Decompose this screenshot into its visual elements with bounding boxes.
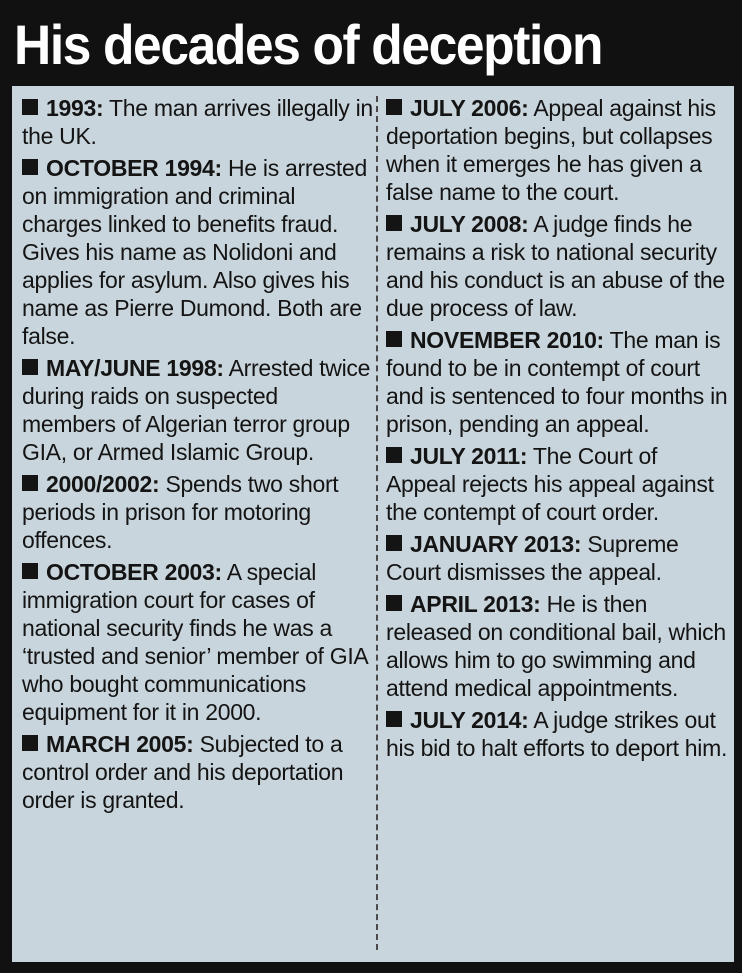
timeline-entry (386, 210, 730, 322)
square-bullet-icon (22, 563, 38, 579)
square-bullet-icon (22, 735, 38, 751)
square-bullet-icon (386, 331, 402, 347)
timeline-entry (22, 94, 374, 150)
square-bullet-icon (386, 595, 402, 611)
timeline-panel (12, 86, 734, 962)
entry-text: Supreme Court dismisses the appeal. (386, 531, 679, 585)
entry-text: Spends two short periods in prison for motoring offences. (22, 471, 339, 553)
entry-date: NOVEMBER 2010: (410, 327, 604, 353)
entry-date: APRIL 2013: (410, 591, 541, 617)
entry-date: OCTOBER 2003: (46, 559, 222, 585)
entry-date: MARCH 2005: (46, 731, 194, 757)
entry-text: A judge strikes out his bid to halt efforts to deport him. (386, 707, 728, 761)
timeline-entry (22, 470, 374, 554)
entry-text: Subjected to a control order and his deportation order is granted. (22, 731, 344, 813)
entry-date: JULY 2008: (410, 211, 529, 237)
entry-text: The Court of Appeal rejects his appeal against the contempt of court order. (386, 443, 714, 525)
entry-date: MAY/JUNE 1998: (46, 355, 224, 381)
timeline-column-left (22, 94, 374, 818)
square-bullet-icon (22, 99, 38, 115)
square-bullet-icon (22, 475, 38, 491)
timeline-entry (386, 706, 730, 762)
entry-date: JULY 2006: (410, 95, 529, 121)
timeline-entry (22, 354, 374, 466)
entry-date: 2000/2002: (46, 471, 160, 497)
square-bullet-icon (386, 447, 402, 463)
entry-date: JULY 2011: (410, 443, 528, 469)
entry-text: He is then released on conditional bail, which allows him to go swimming and attend medical appointments. (386, 591, 726, 701)
square-bullet-icon (386, 535, 402, 551)
timeline-entry (22, 154, 374, 350)
entry-text: The man arrives illegally in the UK. (22, 95, 373, 149)
entry-date: OCTOBER 1994: (46, 155, 222, 181)
square-bullet-icon (386, 99, 402, 115)
square-bullet-icon (22, 359, 38, 375)
timeline-entry (22, 730, 374, 814)
entry-text: He is arrested on immigration and criminal charges linked to benefits fraud. Gives his name as Nolidoni and applies for asylum. Also gives his name as Pierre Dumond. Both are false. (22, 155, 367, 349)
timeline-entry (386, 326, 730, 438)
column-divider (376, 96, 378, 950)
headline: His decades of deception (14, 13, 603, 76)
entry-text: Appeal against his deportation begins, but collapses when it emerges he has given a false name to the court. (386, 95, 716, 205)
entry-date: JULY 2014: (410, 707, 529, 733)
entry-text: A special immigration court for cases of national security finds he was a ‘trusted and senior’ member of GIA who bought communications equipment for it in 2000. (22, 559, 368, 725)
entry-text: Arrested twice during raids on suspected members of Algerian terror group GIA, or Armed Islamic Group. (22, 355, 371, 465)
entry-date: 1993: (46, 95, 104, 121)
square-bullet-icon (22, 159, 38, 175)
entry-text: The man is found to be in contempt of court and is sentenced to four months in prison, pending an appeal. (386, 327, 728, 437)
timeline-entry (386, 590, 730, 702)
timeline-column-right (386, 94, 730, 766)
square-bullet-icon (386, 215, 402, 231)
timeline-entry (386, 94, 730, 206)
timeline-entry (386, 442, 730, 526)
timeline-entry (22, 558, 374, 726)
square-bullet-icon (386, 711, 402, 727)
entry-date: JANUARY 2013: (410, 531, 582, 557)
entry-text: A judge finds he remains a risk to national security and his conduct is an abuse of the due process of law. (386, 211, 725, 321)
timeline-entry (386, 530, 730, 586)
